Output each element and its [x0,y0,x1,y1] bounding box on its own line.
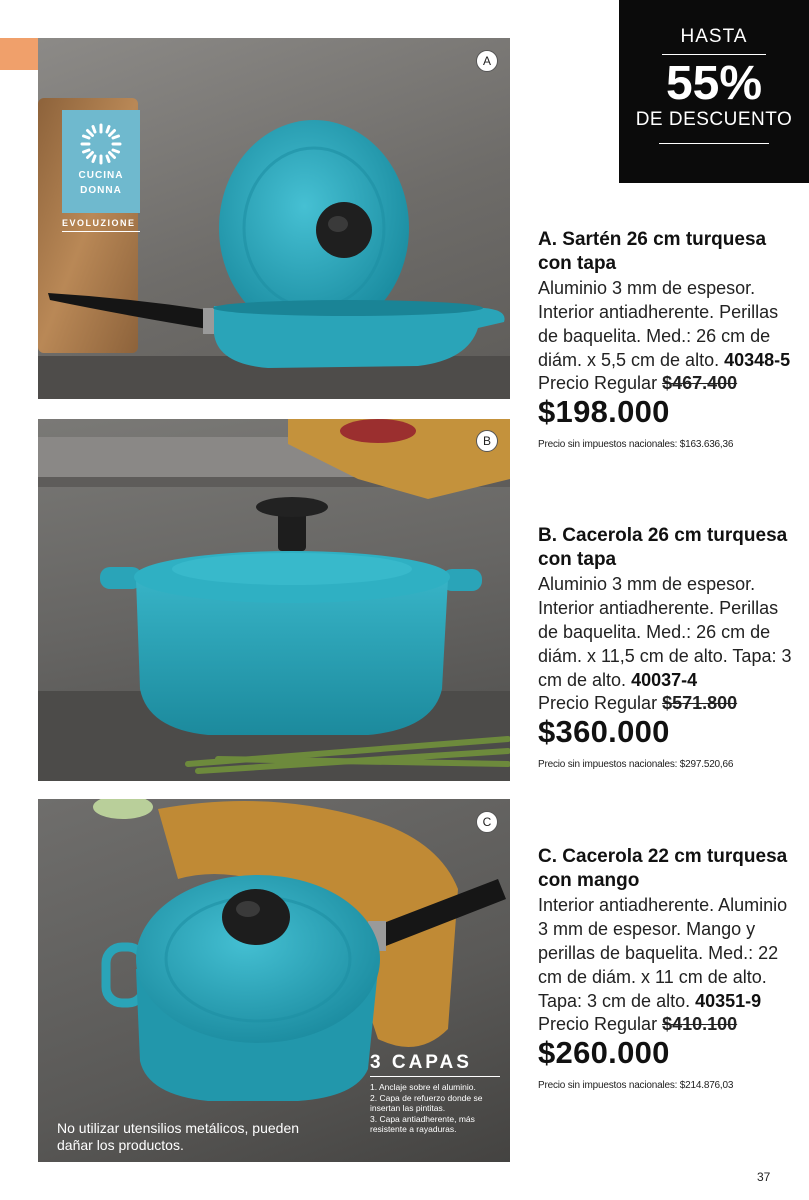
sale-price: $198.000 [538,394,670,429]
product-b [538,524,800,772]
product-title: C. Cacerola 22 cm turquesa con mango [538,846,788,891]
regular-price-label: Precio Regular [538,373,658,393]
regular-price-label: Precio Regular [538,693,658,713]
cucina-donna-logo [62,110,140,213]
regular-price-line [538,372,800,394]
regular-price-label: Precio Regular [538,1014,658,1034]
product-c [538,845,800,1093]
logo-line1: CUCINA [78,170,124,181]
badge-descuento: DE DESCUENTO [635,109,793,130]
logo-line2: DONNA [80,185,122,196]
layers-title: 3 CAPAS [370,1052,472,1073]
sale-price: $360.000 [538,714,670,749]
casserole-photo [38,419,510,781]
product-title: A. Sartén 26 cm turquesa con tapa [538,229,767,274]
regular-price-line [538,692,800,714]
usage-note: No utilizar utensilios metálicos, pueden dañar los productos. [57,1120,300,1153]
logo-subline: EVOLUZIONE [62,218,136,228]
layers-item: 3. Capa antiadherente, más resistente a rayaduras. [370,1113,475,1134]
layers-list [370,1082,510,1135]
sale-price: $260.000 [538,1035,670,1070]
badge-divider-bottom [659,143,769,144]
product-description-text: Aluminio 3 mm de espesor. Interior antiadherente. Perillas de baquelita. Med.: 26 cm de diám. x 5,5 cm de alto. [538,278,779,370]
badge-percent: 55% [665,57,763,110]
regular-price: $571.800 [662,693,738,713]
layers-item: 1. Anclaje sobre el aluminio. [370,1082,476,1092]
page-number: 37 [757,1170,771,1184]
product-title: B. Cacerola 26 cm turquesa con tapa [538,525,788,570]
badge-divider [662,54,766,55]
sun-icon [79,122,123,166]
panel-label-c: C [476,811,498,833]
layers-item: 2. Capa de refuerzo donde se insertan las pintitas. [370,1092,483,1113]
photo-panel-b [38,419,510,781]
regular-price: $467.400 [662,373,738,393]
product-description [538,572,800,692]
badge-hasta: HASTA [680,26,748,47]
discount-badge [619,0,809,183]
regular-price-line [538,1013,800,1035]
product-code: 40037-4 [631,670,698,690]
tax-note: Precio sin impuestos nacionales: $163.636,36 [538,439,734,450]
panel-label-b: B [476,430,498,452]
tax-note: Precio sin impuestos nacionales: $297.520,66 [538,759,734,770]
product-a [538,228,800,452]
regular-price: $410.100 [662,1014,738,1034]
radish [340,419,416,443]
lid-knob [222,889,290,945]
product-description [538,276,800,372]
product-description-text: Aluminio 3 mm de espesor. Interior antiadherente. Perillas de baquelita. Med.: 26 cm de diám. x 11,5 cm de alto. Tapa: 3 cm de alto. [538,574,792,690]
product-description [538,893,800,1013]
logo-subline-rule [62,231,140,232]
product-description-text: Interior antiadherente. Aluminio 3 mm de espesor. Mango y perillas de baquelita. Med.: 22 cm de diám. x 11 cm de alto. Tapa: 3 cm de alto. [538,895,788,1011]
tax-note: Precio sin impuestos nacionales: $214.876,03 [538,1080,734,1091]
greens [93,799,153,819]
product-code: 40351-9 [695,991,762,1011]
panel-label-a: A [476,50,498,72]
product-code: 40348-5 [724,350,791,370]
layers-divider [370,1076,500,1077]
